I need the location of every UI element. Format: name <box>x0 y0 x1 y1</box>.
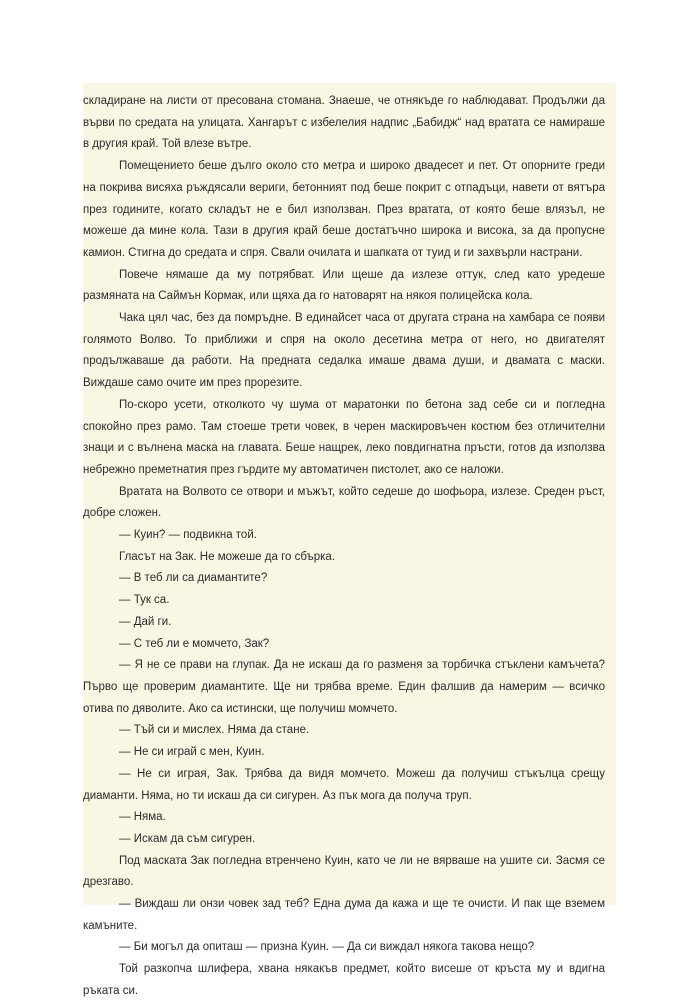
dialogue-line: — Искам да съм сигурен. <box>119 832 256 845</box>
dialogue-line: — Не си играй с мен, Куин. <box>119 746 265 759</box>
dialogue-line: — Не си играя, Зак. Трябва да видя момчето. Можеш да получиш стъкълца срещу диаманти. Няма, но ти искаш да си сигурен. Аз пък мога да получа труп. <box>83 767 605 802</box>
dialogue-line: — Куин? — подвикна той. <box>119 529 257 542</box>
paragraph: Гласът на Зак. Не можеше да го сбърка. <box>119 550 336 563</box>
dialogue-line: — Няма. <box>119 811 166 824</box>
paragraph: Той разкопча шлифера, хвана някакъв предмет, който висеше от кръста му и вдигна ръката си. <box>83 963 605 997</box>
paragraph: складиране на листи от пресована стомана. Знаеше, че отнякъде го наблюдават. Продължи да върви по средата на улицата. Хангарът с избелелия надпис „Бабидж“ над вратата се намираше в другия край. Той влезе вътре. <box>83 95 605 151</box>
dialogue-line: — Тъй си и мислех. Няма да стане. <box>119 724 310 737</box>
paragraph: Помещението беше дълго около сто метра и широко двадесет и пет. От опорните греди на покрива висяха ръждясали вериги, бетонният под беше покрит с отпадъци, навети от вятъра през годините, когато складът не е бил използван. През вратата, от която беше влязъл, не можеше да мине кола. Тази в другия край беше достатъчно широка и висока, за да пропусне камион. Стигна до средата и спря. Свали очилата и шапката от туид и ги захвърли настрани. <box>83 160 605 259</box>
paragraph: Чака цял час, без да помръдне. В единайсет часа от другата страна на хамбара се появи голямото Волво. То приближи и спря на около десетина метра от него, но двигателят продължаваше да работи. На предната седалка имаше двама души, и двамата с маски. Виждаше само очите им през прорезите. <box>83 312 605 390</box>
dialogue-line: — Дай ги. <box>119 615 172 628</box>
dialogue-line: — Я не се прави на глупак. Да не искаш да го разменя за торбичка стъклени камъчета? Първо ще проверим диамантите. Ще ни трябва време. Един фалшив да намерим — всичко отива по дяволите. Ако са истински, ще получиш момчето. <box>83 659 605 715</box>
paragraph: Вратата на Волвото се отвори и мъжът, който седеше до шофьора, излезе. Среден ръст, добре сложен. <box>83 485 605 520</box>
document-text <box>83 91 605 1003</box>
dialogue-line: — Виждаш ли онзи човек зад теб? Една дума да кажа и ще те очисти. И пак ще вземем камъните. <box>83 898 605 932</box>
dialogue-line: — Би могъл да опиташ — призна Куин. — Да си виждал някога такова нещо? <box>119 941 535 954</box>
document-page <box>83 83 616 997</box>
paragraph: Повече нямаше да му потрябват. Или щеше да излезе оттук, след като уредеше размяната на Саймън Кормак, или щяха да го натоварят на някоя полицейска кола. <box>83 268 605 303</box>
dialogue-line: — В теб ли са диамантите? <box>119 572 268 585</box>
dialogue-line: — Тук са. <box>119 594 170 607</box>
paragraph: Под маската Зак погледна втренчено Куин, като че ли не вярваше на ушите си. Засмя се дрезгаво. <box>83 854 605 889</box>
paragraph: По-скоро усети, отколкото чу шума от маратонки по бетона зад себе си и погледна спокойно през рамо. Там стоеше трети човек, в черен маскировъчен костюм без отличителни знаци и с вълнена маска на главата. Беше нащрек, леко повдигнатна пръсти, готов да използва небрежно преметнатия през гърдите му автоматичен пистолет, ако се наложи. <box>83 398 605 476</box>
dialogue-line: — С теб ли е момчето, Зак? <box>119 637 270 650</box>
